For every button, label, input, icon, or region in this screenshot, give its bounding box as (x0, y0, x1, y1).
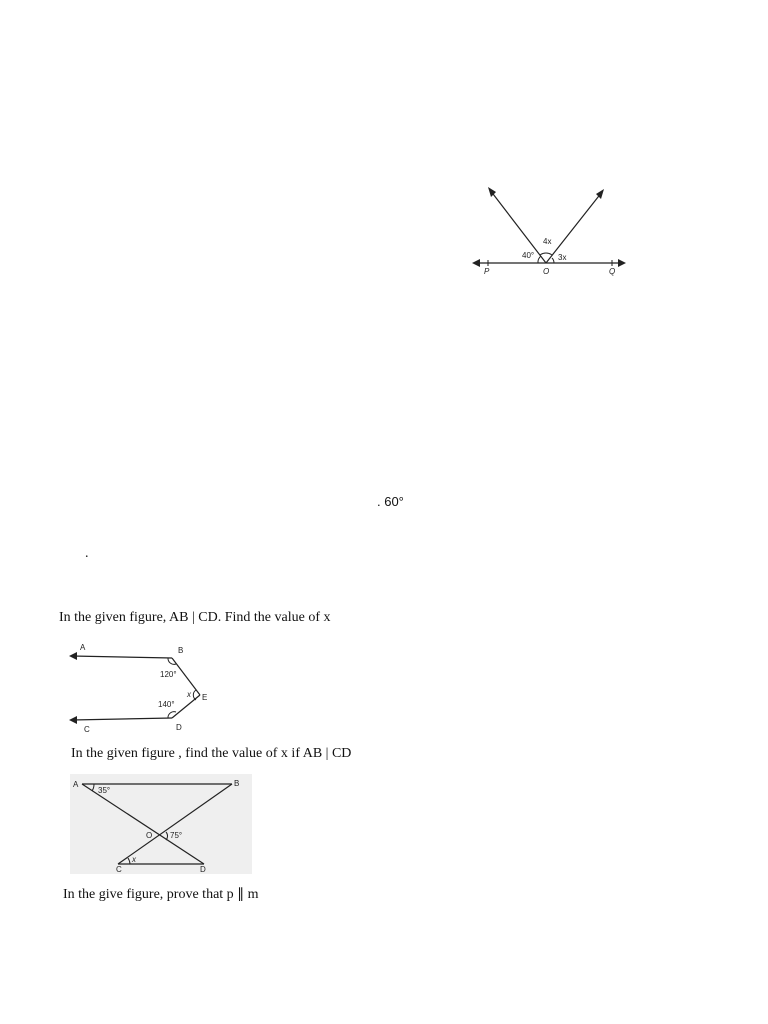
figure-angles-on-line (468, 182, 630, 282)
point-p-label: P (484, 267, 490, 276)
point-c-label: C (116, 865, 122, 874)
ray-left (490, 190, 546, 263)
angle-40-label: 40° (522, 251, 535, 260)
angle-x-label: x (187, 690, 191, 699)
point-q-label: Q (609, 267, 616, 276)
angle-140-label: 140° (158, 700, 175, 709)
point-b-label: B (178, 646, 184, 655)
answer-text: . 60° (377, 494, 404, 509)
question-2-text: In the given figure , find the value of x if AB | CD (71, 746, 352, 761)
question-3-text: In the give figure, prove that p ∥ m (63, 887, 259, 902)
stray-dot: . (85, 546, 89, 561)
point-d-label: D (176, 723, 182, 732)
figure-crossing-transversals (70, 774, 252, 874)
arrow-left-icon (69, 652, 77, 660)
point-a-label: A (80, 643, 86, 652)
arrow-left-icon (472, 259, 480, 267)
angle-35-label: 35° (98, 786, 111, 795)
point-e-label: E (202, 693, 208, 702)
angle-3x-label: 3x (558, 253, 567, 262)
arrow-left-icon (69, 716, 77, 724)
arrow-right-icon (618, 259, 626, 267)
point-c-label: C (84, 725, 90, 734)
point-b-label: B (234, 779, 240, 788)
point-d-label: D (200, 865, 206, 874)
question-1-text: In the given figure, AB | CD. Find the value of x (59, 610, 331, 625)
point-a-label: A (73, 780, 79, 789)
point-o-label: O (543, 267, 550, 276)
angle-arc-left (538, 256, 541, 263)
angle-4x-label: 4x (543, 237, 552, 246)
angle-arc-right (552, 258, 554, 263)
point-o-label: O (146, 831, 153, 840)
ray-right (546, 192, 602, 263)
angle-x-label: x (132, 855, 136, 864)
angle-120-label: 120° (160, 670, 177, 679)
angle-arc-top (540, 253, 552, 255)
angle-75-label: 75° (170, 831, 183, 840)
figure-parallel-lines-e (64, 638, 224, 736)
